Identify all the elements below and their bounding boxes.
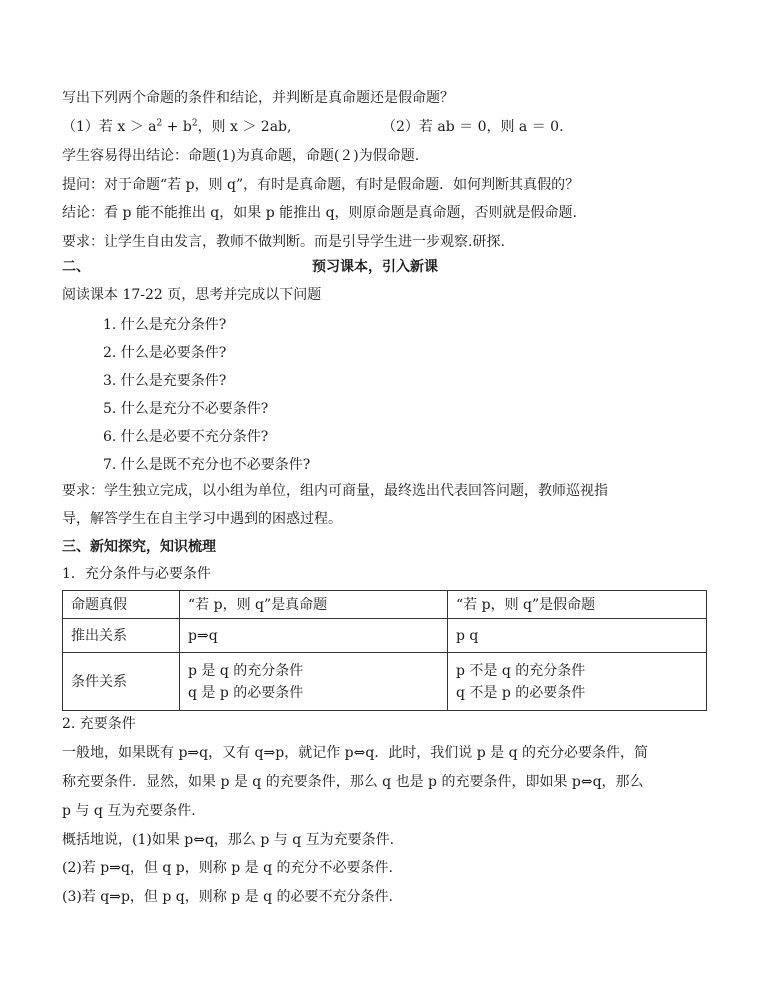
- section-2-title: 预习课本，引入新课: [312, 259, 438, 275]
- table-header-cell: “若 p，则 q”是假命题: [448, 591, 707, 619]
- table-cell: p q: [448, 619, 707, 653]
- teacher-question: 提问：对于命题“若 p，则 q”，有时是真命题，有时是假命题．如何判断其真假的？: [62, 177, 580, 193]
- table-row: [63, 653, 707, 711]
- table-cell: 推出关系: [63, 619, 180, 653]
- summary-line: (3)若 q⇒p，但 p q，则称 p 是 q 的必要不充分条件.: [62, 889, 393, 905]
- question-item: 3. 什么是充要条件?: [103, 373, 227, 389]
- table-row: [63, 591, 707, 619]
- requirement-line-1: 要求：学生独立完成，以小组为单位，组内可商量，最终选出代表回答问题，教师巡视指: [62, 483, 608, 499]
- question-item: 1. 什么是充分条件?: [103, 317, 227, 333]
- intro-question: 写出下列两个命题的条件和结论，并判断是真命题还是假命题？: [62, 90, 454, 106]
- table-cell-line: q 是 p 的必要条件: [188, 684, 304, 701]
- exponent: 2: [156, 118, 163, 129]
- exponent: 2: [191, 118, 198, 129]
- table-cell: [180, 653, 448, 711]
- table-cell-line: p 是 q 的充分条件: [188, 662, 304, 679]
- definition-paragraph-line: 称充要条件．显然，如果 p 是 q 的充要条件，那么 q 也是 p 的充要条件，即如果 p⇔q，那么: [62, 774, 644, 790]
- conclusion: 结论：看 p 能不能推出 q，如果 p 能推出 q，则原命题是真命题，否则就是假命题.: [62, 205, 577, 221]
- proposition-1-part-b: + b: [162, 119, 192, 135]
- question-item: 2. 什么是必要条件?: [103, 345, 227, 361]
- table-row: [63, 619, 707, 653]
- section-3-title: 三、新知探究，知识梳理: [62, 539, 216, 555]
- table-header-cell: 命题真假: [63, 591, 180, 619]
- definition-paragraph-line: 一般地，如果既有 p⇒q，又有 q⇒p，就记作 p⇔q．此时，我们说 p 是 q 的充分必要条件，简: [62, 745, 649, 761]
- proposition-2: （2）若 ab ＝ 0，则 a ＝ 0.: [382, 119, 564, 135]
- reading-instruction: 阅读课本 17-22 页，思考并完成以下问题: [62, 287, 322, 303]
- table-cell-line: p 不是 q 的充分条件: [456, 662, 586, 679]
- question-item: 5. 什么是充分不必要条件?: [103, 401, 269, 417]
- question-item: 6. 什么是必要不充分条件?: [103, 429, 269, 445]
- table-cell: [448, 653, 707, 711]
- proposition-1-part-c: ，则 x ＞ 2ab,: [197, 119, 292, 135]
- subsection-2-title: 2. 充要条件: [62, 716, 136, 732]
- table-header-cell: “若 p，则 q”是真命题: [180, 591, 448, 619]
- section-2-number: 二、: [62, 259, 90, 275]
- summary-line: 概括地说，(1)如果 p⇔q，那么 p 与 q 互为充要条件.: [62, 832, 395, 848]
- condition-table: [62, 590, 707, 711]
- table-cell-line: q 不是 p 的必要条件: [456, 684, 586, 701]
- requirement-line-2: 导，解答学生在自主学习中遇到的困惑过程。: [62, 511, 342, 527]
- proposition-1: [62, 117, 291, 137]
- question-item: 7. 什么是既不充分也不必要条件?: [103, 457, 311, 473]
- definition-paragraph-line: p 与 q 互为充要条件.: [62, 803, 196, 819]
- summary-line: (2)若 p⇒q，但 q p，则称 p 是 q 的充分不必要条件.: [62, 860, 393, 876]
- table-cell: p⇒q: [180, 619, 448, 653]
- proposition-1-part-a: （1）若 x ＞ a: [62, 119, 157, 135]
- subsection-1-title: 1．充分条件与必要条件: [62, 566, 211, 582]
- student-conclusion: 学生容易得出结论：命题(1)为真命题，命题(２)为假命题.: [62, 148, 420, 164]
- table-cell: 条件关系: [63, 653, 180, 711]
- requirement: 要求：让学生自由发言，教师不做判断。而是引导学生进一步观察.研探.: [62, 234, 505, 250]
